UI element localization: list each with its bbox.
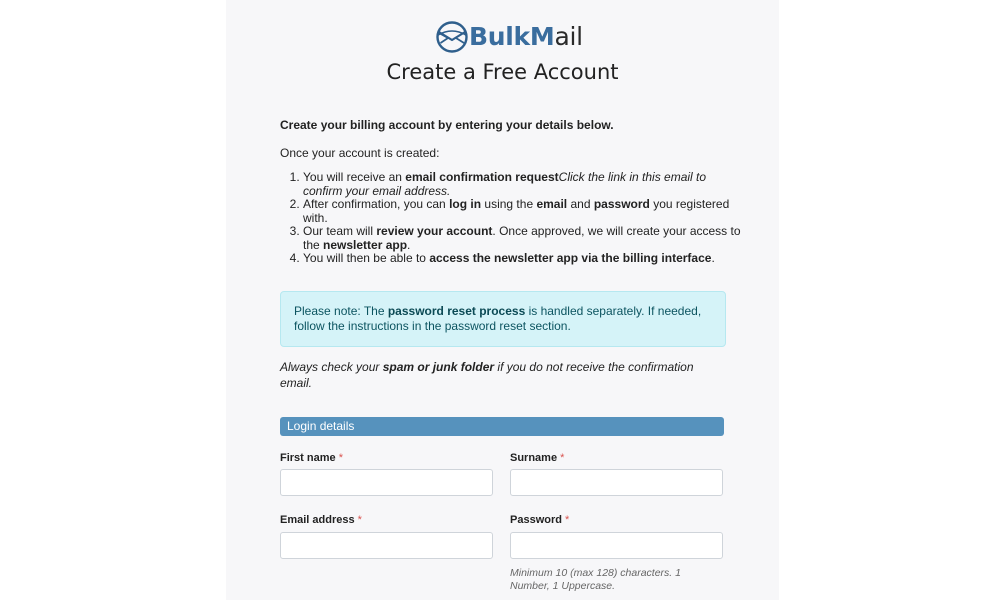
surname-label: Surname * — [510, 452, 565, 464]
email-input[interactable] — [280, 532, 493, 559]
required-marker: * — [560, 452, 565, 464]
first-name-input[interactable] — [280, 469, 493, 496]
list-item: 4. You will then be able to access the newsletter app via the billing interface. — [303, 252, 748, 266]
required-marker: * — [338, 452, 343, 464]
globe-envelope-icon — [436, 21, 468, 53]
list-item: 3. Our team will review your account. Once approved, we will create your access to the newsletter app. — [303, 225, 748, 252]
password-reset-note: Please note: The password reset process is handled separately. If needed, follow the instructions in the password reset section. — [280, 291, 726, 347]
password-input[interactable] — [510, 532, 723, 559]
first-name-label: First name * — [280, 452, 343, 464]
section-header-login-details: Login details — [280, 417, 724, 436]
email-label: Email address * — [280, 514, 362, 526]
brand-logo[interactable] — [436, 20, 583, 54]
page-title: Create a Free Account — [386, 60, 619, 84]
list-item: 1. You will receive an email confirmation requestClick the link in this email to confirm your email address. — [303, 171, 748, 198]
list-item: 2. After confirmation, you can log in using the email and password you registered with. — [303, 198, 748, 225]
page-panel — [226, 0, 779, 600]
spam-notice: Always check your spam or junk folder if you do not receive the confirmation email. — [280, 360, 694, 390]
required-marker: * — [565, 514, 570, 526]
password-hint: Minimum 10 (max 128) characters. 1 Number, 1 Uppercase. — [510, 567, 681, 592]
surname-input[interactable] — [510, 469, 723, 496]
brand-name: BulkMail — [469, 22, 583, 51]
intro-text: Create your billing account by entering your details below. — [280, 118, 614, 132]
required-marker: * — [357, 514, 362, 526]
password-label: Password * — [510, 514, 570, 526]
once-created-text: Once your account is created: — [280, 146, 440, 160]
steps-list — [280, 171, 748, 266]
